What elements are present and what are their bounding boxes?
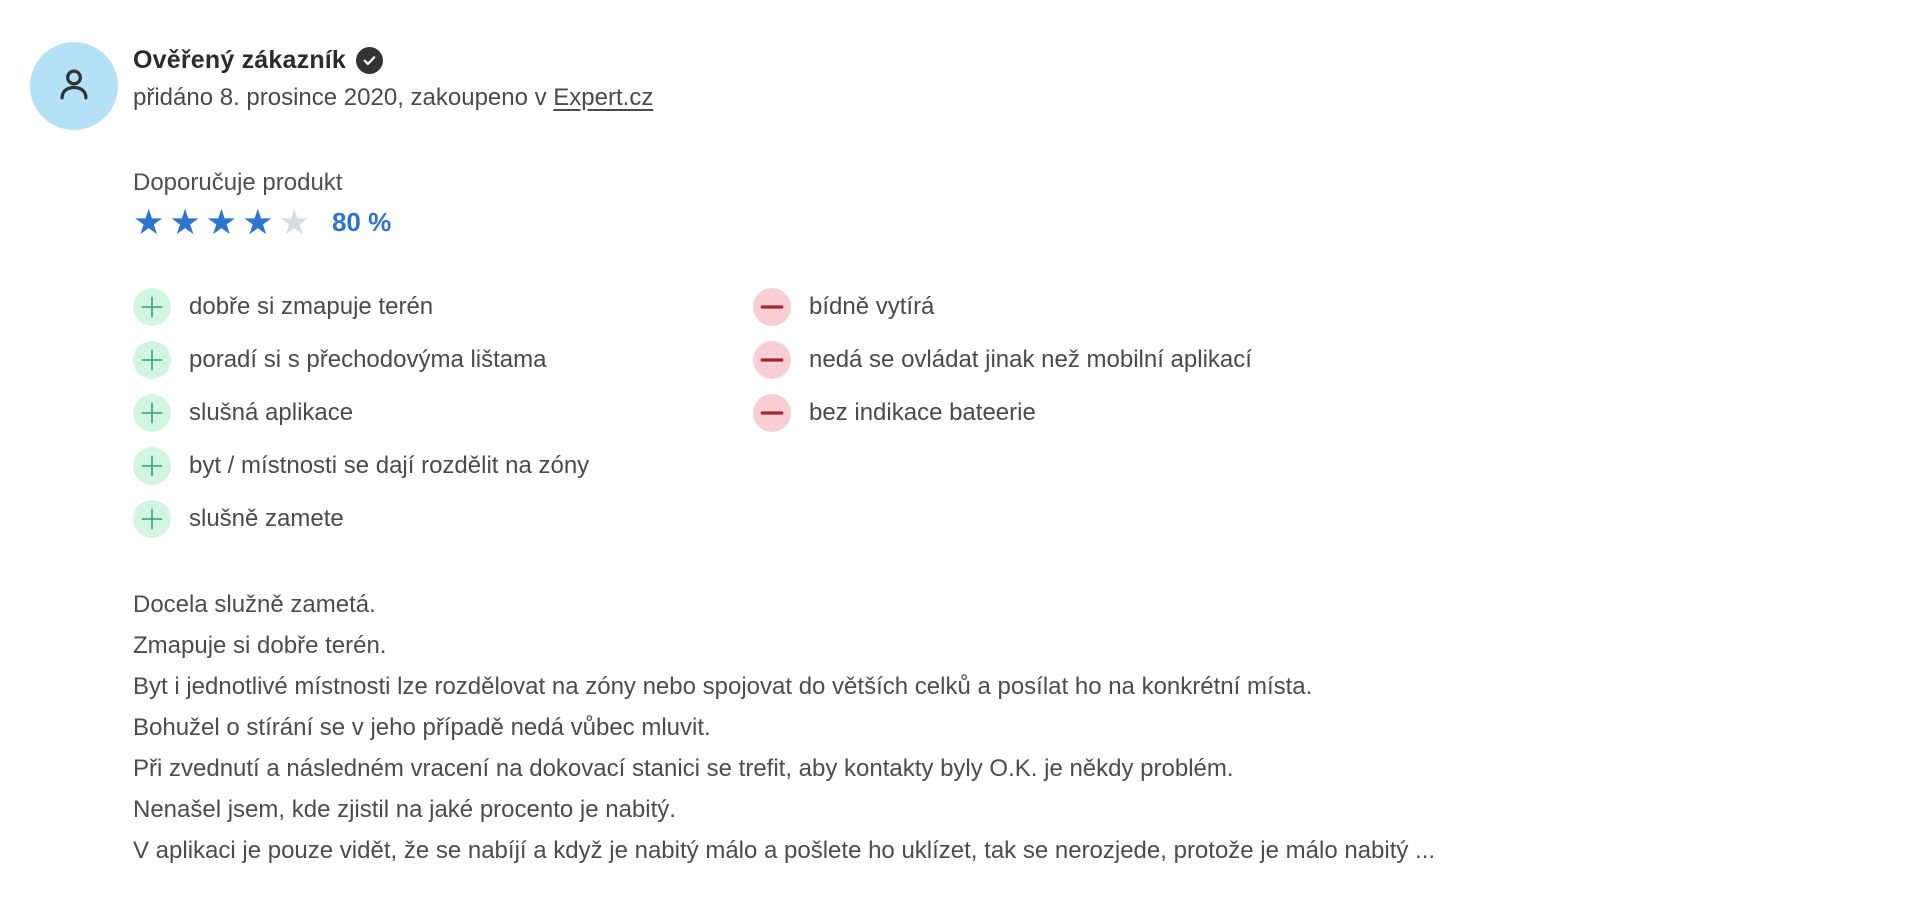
plus-icon xyxy=(133,394,171,432)
review-text xyxy=(133,584,1920,871)
cons-list xyxy=(753,288,1252,538)
review-meta-text: přidáno 8. prosince 2020, zakoupeno v xyxy=(133,84,547,111)
star-icon: ★ xyxy=(169,203,201,242)
star-rating xyxy=(133,205,310,240)
user-icon xyxy=(51,61,97,112)
pro-item xyxy=(133,447,753,485)
star-icon: ★ xyxy=(133,203,165,242)
star-icon: ★ xyxy=(205,203,238,242)
pro-item-label: slušně zamete xyxy=(189,505,344,532)
pro-item-label: byt / místnosti se dají rozdělit na zóny xyxy=(189,452,590,479)
author-name: Ověřený zákazník xyxy=(133,46,347,74)
plus-icon xyxy=(133,447,171,485)
rating-row xyxy=(133,205,1920,240)
rating-percent: 80 % xyxy=(331,207,392,237)
review-paragraph: Bohužel o stírání se v jeho případě nedá vůbec mluvit. xyxy=(133,714,711,741)
pro-item xyxy=(133,341,753,379)
pro-item xyxy=(133,288,753,326)
minus-icon xyxy=(753,288,791,326)
review-paragraph: Při zvednutí a následném vracení na dokovací stanici se trefit, aby kontakty byly O.K. je někdy problém. xyxy=(133,755,1234,782)
author-row xyxy=(133,46,653,75)
avatar xyxy=(30,42,118,130)
plus-icon xyxy=(133,288,171,326)
con-item xyxy=(753,394,1252,432)
con-item-label: nedá se ovládat jinak než mobilní aplikací xyxy=(809,346,1252,373)
review-paragraph: Byt i jednotlivé místnosti lze rozdělovat na zóny nebo spojovat do větších celků a posílat ho na konkrétní místa. xyxy=(133,673,1313,700)
minus-icon xyxy=(753,394,791,432)
review-paragraph: Docela služně zametá. xyxy=(133,591,376,618)
verified-check-icon xyxy=(356,47,383,74)
con-item xyxy=(753,288,1252,326)
plus-icon xyxy=(133,500,171,538)
header-text xyxy=(133,42,653,112)
con-item xyxy=(753,341,1252,379)
minus-icon xyxy=(753,341,791,379)
review-paragraph: Zmapuje si dobře terén. xyxy=(133,632,387,659)
plus-icon xyxy=(133,341,171,379)
review-paragraph: V aplikaci je pouze vidět, že se nabíjí a když je nabitý málo a pošlete ho uklízet, tak se nerozjede, protože je málo nabitý ... xyxy=(133,837,1436,864)
star-icon: ★ xyxy=(242,203,274,242)
con-item-label: bez indikace bateerie xyxy=(809,399,1036,426)
review-meta xyxy=(133,84,653,112)
review-paragraph: Nenašel jsem, kde zjistil na jaké procento je nabitý. xyxy=(133,796,676,823)
recommend-label: Doporučuje produkt xyxy=(133,169,343,196)
pro-item xyxy=(133,394,753,432)
pro-item-label: poradí si s přechodovýma lištama xyxy=(189,346,547,373)
pro-item-label: dobře si zmapuje terén xyxy=(189,293,434,320)
shop-link[interactable]: Expert.cz xyxy=(553,84,654,111)
pro-item-label: slušná aplikace xyxy=(189,399,354,426)
pros-list xyxy=(133,288,753,538)
con-item-label: bídně vytírá xyxy=(809,293,935,320)
star-icon: ★ xyxy=(278,203,310,242)
pros-cons-section xyxy=(133,288,1920,538)
pro-item xyxy=(133,500,753,538)
review-header xyxy=(30,42,1920,130)
